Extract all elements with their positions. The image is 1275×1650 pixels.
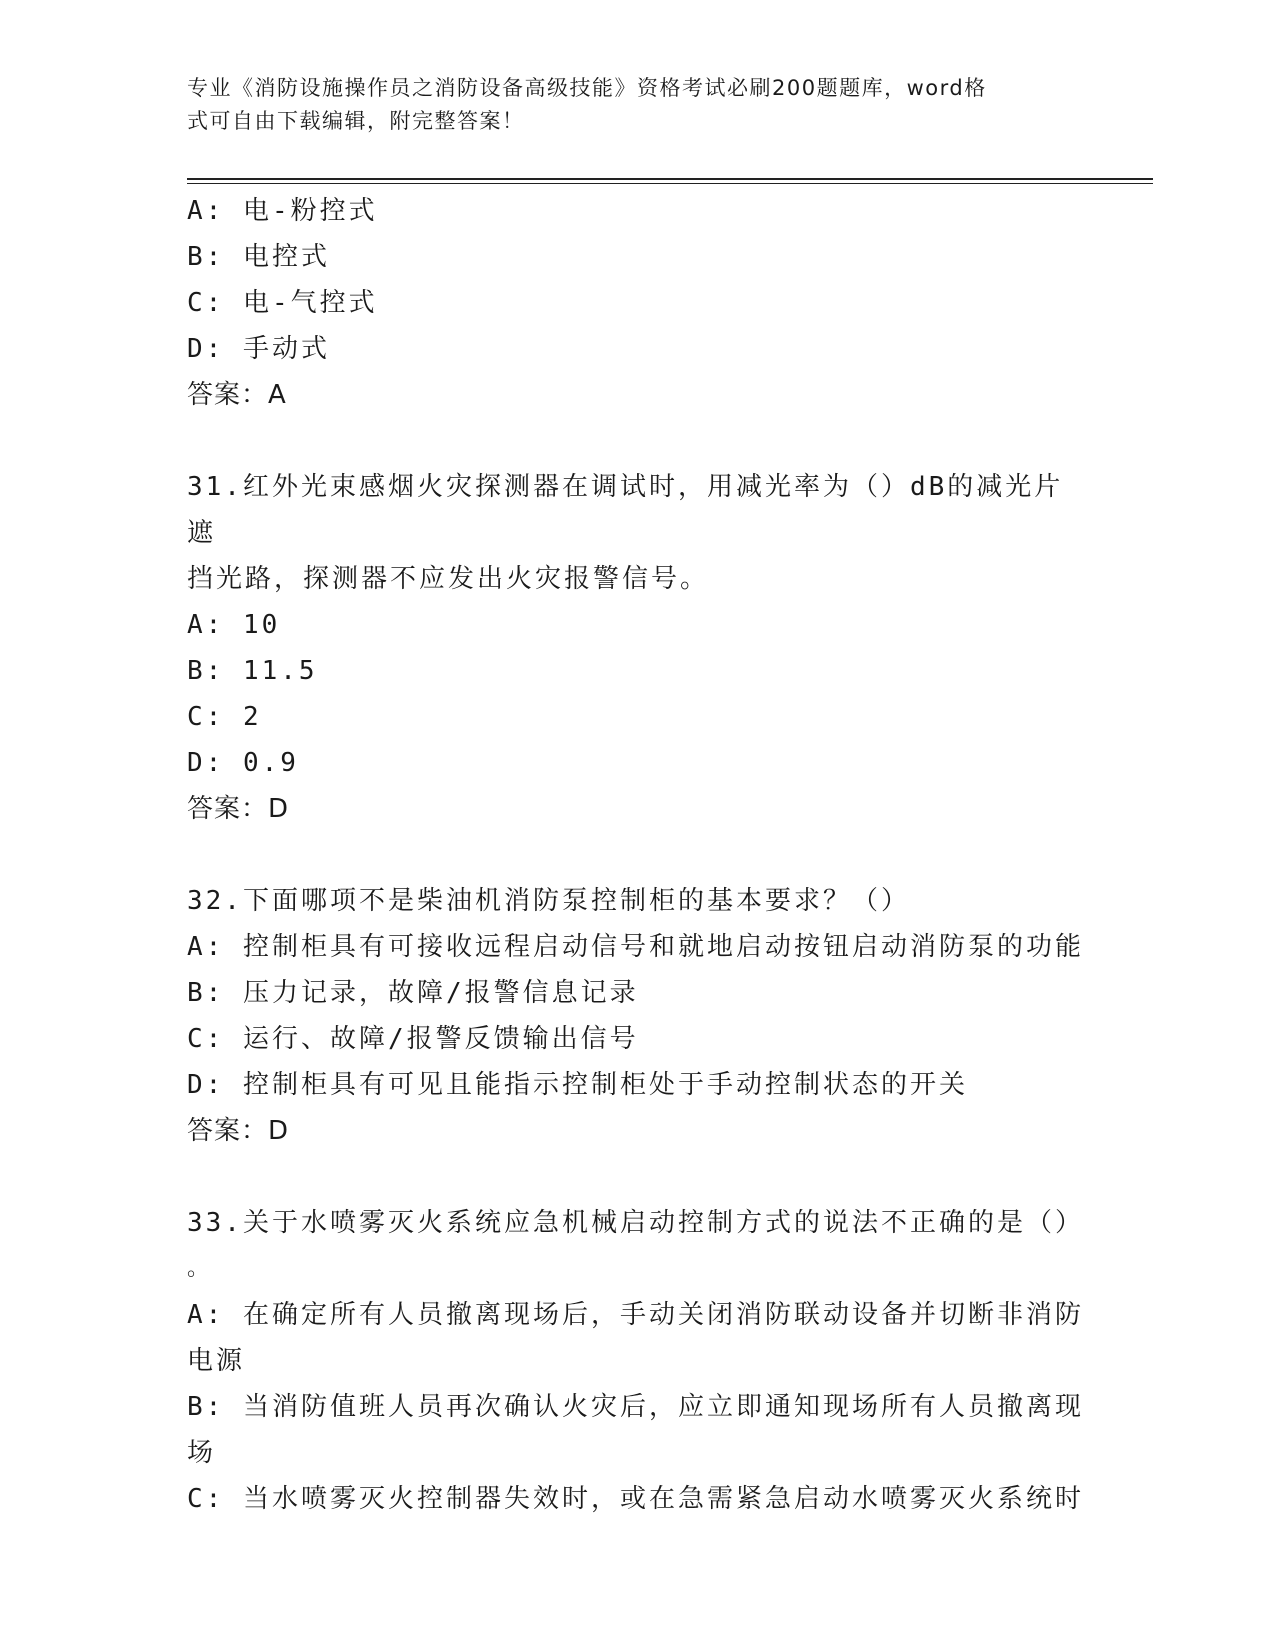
- document-header: [187, 72, 1067, 138]
- question-stem-continued: 挡光路，探测器不应发出火灾报警信号。: [187, 564, 710, 594]
- spacer: [187, 832, 1087, 878]
- option-c: C: 运行、故障/报警反馈输出信号: [187, 1024, 639, 1054]
- answer-label: 答案：D: [187, 794, 290, 824]
- option-c: C: 当水喷雾灭火控制器失效时，或在急需紧急启动水喷雾灭火系统时: [187, 1484, 1084, 1514]
- option-d: D: 控制柜具有可见且能指示控制柜处于手动控制状态的开关: [187, 1070, 968, 1100]
- header-divider-thick: [187, 178, 1153, 180]
- option-a: A: 在确定所有人员撤离现场后，手动关闭消防联动设备并切断非消防: [187, 1300, 1084, 1330]
- answer-label: 答案：A: [187, 380, 287, 410]
- question-list: [187, 188, 1087, 1522]
- option-a: A: 10: [187, 610, 281, 640]
- option-a: A: 电-粉控式: [187, 196, 378, 226]
- spacer: [187, 418, 1087, 464]
- option-b: B: 当消防值班人员再次确认火灾后，应立即通知现场所有人员撤离现: [187, 1392, 1084, 1422]
- answer-label: 答案：D: [187, 1116, 290, 1146]
- question-stem: 32.下面哪项不是柴油机消防泵控制柜的基本要求？（）: [187, 886, 910, 916]
- question-31: [187, 464, 1087, 832]
- option-b: B: 11.5: [187, 656, 318, 686]
- option-b-continued: 场: [187, 1438, 217, 1468]
- question-stem: 33.关于水喷雾灭火系统应急机械启动控制方式的说法不正确的是（）: [187, 1208, 1084, 1238]
- question-stem: 31.红外光束感烟火灾探测器在调试时，用减光率为（）dB的减光片遮: [187, 472, 1064, 548]
- question-stem-continued: 。: [187, 1256, 210, 1281]
- option-d: D: 手动式: [187, 334, 330, 364]
- option-d: D: 0.9: [187, 748, 299, 778]
- option-b: B: 压力记录，故障/报警信息记录: [187, 978, 639, 1008]
- spacer: [187, 1154, 1087, 1200]
- option-b: B: 电控式: [187, 242, 330, 272]
- header-line-1: 专业《消防设施操作员之消防设备高级技能》资格考试必刷200题题库，word格: [187, 76, 987, 100]
- question-33: [187, 1200, 1087, 1522]
- header-divider-thin: [187, 183, 1153, 184]
- option-a: A: 控制柜具有可接收远程启动信号和就地启动按钮启动消防泵的功能: [187, 932, 1084, 962]
- option-c: C: 电-气控式: [187, 288, 378, 318]
- question-32: [187, 878, 1087, 1154]
- question-30: [187, 188, 1087, 418]
- option-a-continued: 电源: [187, 1346, 246, 1376]
- header-line-2: 式可自由下载编辑，附完整答案！: [187, 109, 525, 133]
- option-c: C: 2: [187, 702, 262, 732]
